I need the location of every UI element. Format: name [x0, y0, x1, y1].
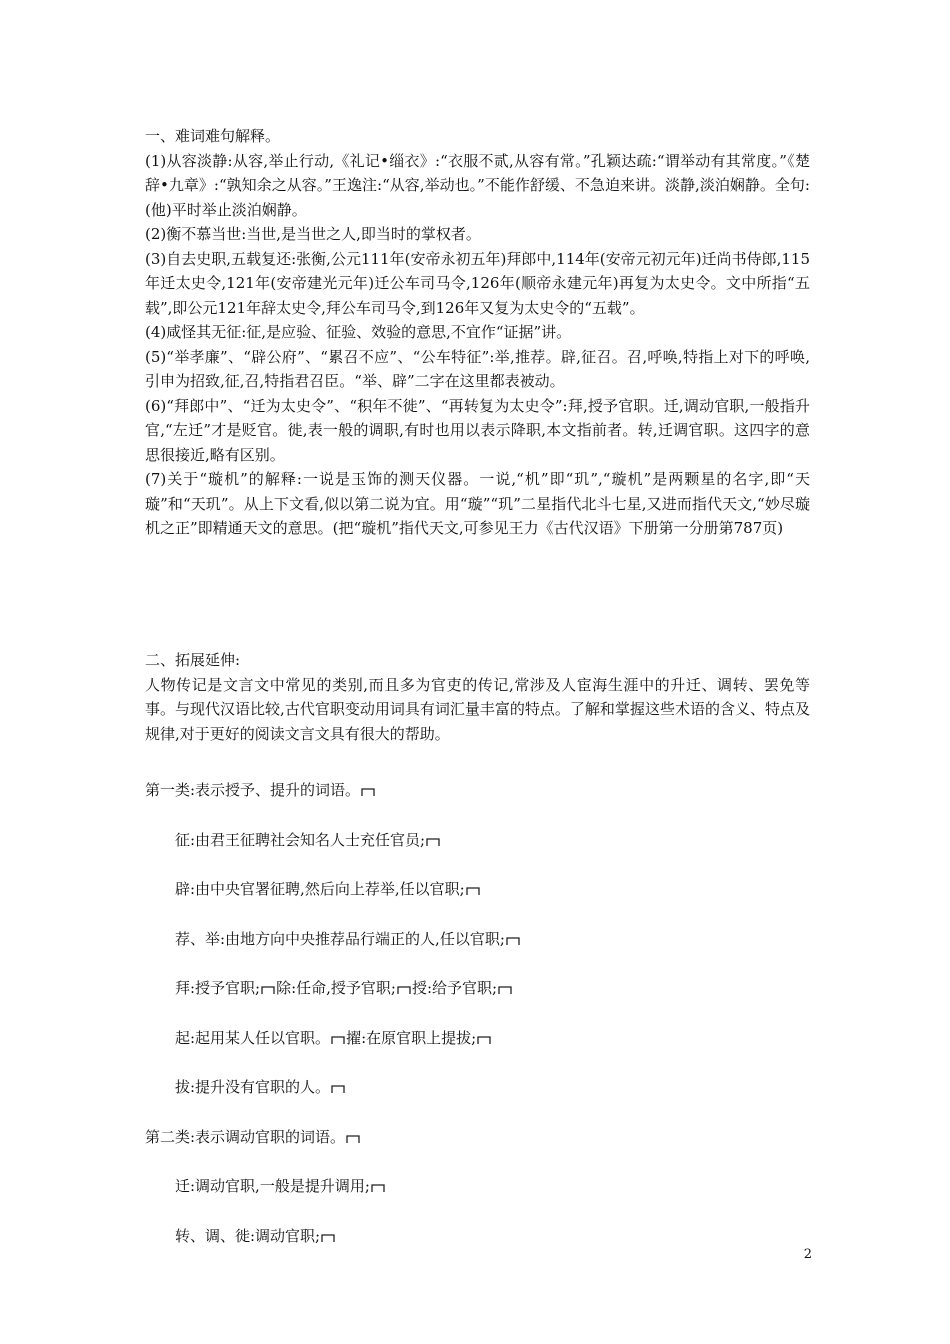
line-break-mark-icon [497, 981, 513, 997]
section-heading: 一、难词难句解释。 [145, 127, 281, 145]
line-break-mark-icon [465, 882, 481, 898]
line-break-mark-icon [425, 833, 441, 849]
explanation-item: (2)衡不慕当世:当世,是当世之人,即当时的掌权者。 [145, 225, 481, 243]
explanation-item: (4)咸怪其无征:征,是应验、征验、效验的意思,不宜作“证据”讲。 [145, 323, 572, 341]
explanation-item: (3)自去史职,五载复还:张衡,公元111年(安帝永初五年)拜郎中,114年(安帝元初元年)迁尚书侍郎,115年迁太史令,121年(安帝建光元年)迁公车司马令,126年(顺帝永建元年)再复为太史令。文中所指“五载”,即公元121年辞太史令,拜公车司马令,到126年又复为太史令的“五载”。 [145, 249, 810, 317]
line-break-mark-icon [505, 932, 521, 948]
line-break-mark-icon [370, 1179, 386, 1195]
section-extension [145, 648, 810, 746]
line-break-mark-icon [476, 1031, 492, 1047]
term-line: 拔:提升没有官职的人。 [175, 1077, 346, 1097]
line-break-mark-icon [330, 1031, 346, 1047]
category-title: 第一类:表示授予、提升的词语。 [145, 780, 376, 800]
line-break-mark-icon [345, 1130, 361, 1146]
line-break-mark-icon [330, 1080, 346, 1096]
term-line: 转、调、徙:调动官职; [175, 1226, 336, 1246]
term-line: 迁:调动官职,一般是提升调用; [175, 1176, 386, 1196]
explanation-item: (6)“拜郎中”、“迁为太史令”、“积年不徙”、“再转复为太史令”:拜,授予官职。迁,调动官职,一般指升官,“左迁”才是贬官。徙,表一般的调职,有时也用以表示降职,本文指前者。转,迁调官职。这四字的意思很接近,略有区别。 [145, 396, 810, 464]
explanation-item: (1)从容淡静:从容,举止行动,《礼记•缁衣》:“衣服不贰,从容有常。”孔颖达疏:“谓举动有其常度。”《楚辞•九章》:“孰知余之从容。”王逸注:“从容,举动也。”不能作舒缓、不急迫来讲。淡静,淡泊娴静。全句:(他)平时举止淡泊娴静。 [145, 151, 810, 219]
line-break-mark-icon [320, 1229, 336, 1245]
line-break-mark-icon [260, 981, 276, 997]
extension-intro: 人物传记是文言文中常见的类别,而且多为官吏的传记,常涉及人宦海生涯中的升迁、调转、罢免等事。与现代汉语比较,古代官职变动用词具有词汇量丰富的特点。了解和掌握这些术语的含义、特点及规律,对于更好的阅读文言文具有很大的帮助。 [145, 675, 810, 743]
section-heading: 二、拓展延伸: [145, 651, 241, 669]
term-line: 辟:由中央官署征聘,然后向上荐举,任以官职; [175, 879, 481, 899]
line-break-mark-icon [360, 783, 376, 799]
term-line: 征:由君王征聘社会知名人士充任官员; [175, 830, 441, 850]
term-line: 拜:授予官职; 除:任命,授予官职; 授:给予官职; [175, 978, 513, 998]
category-title: 第二类:表示调动官职的词语。 [145, 1127, 361, 1147]
line-break-mark-icon [396, 981, 412, 997]
explanation-item: (7)关于“璇机”的解释:一说是玉饰的测天仪器。一说,“机”即“玑”,“璇机”是两颗星的名字,即“天璇”和“天玑”。从上下文看,似以第二说为宜。用“璇”“玑”二星指代北斗七星,又进而指代天文,“妙尽璇机之正”即精通天文的意思。(把“璇机”指代天文,可参见王力《古代汉语》下册第一分册第787页) [145, 470, 810, 537]
explanation-item: (5)“举孝廉”、“辟公府”、“累召不应”、“公车特征”:举,推荐。辟,征召。召,呼唤,特指上对下的呼唤,引申为招致,征,召,特指君召臣。“举、辟”二字在这里都表被动。 [145, 347, 810, 390]
page-number: 2 [803, 1247, 812, 1262]
term-line: 起:起用某人任以官职。 擢:在原官职上提拔; [175, 1028, 492, 1048]
term-line: 荐、举:由地方向中央推荐品行端正的人,任以官职; [175, 929, 521, 949]
section-difficult-words [145, 124, 810, 541]
